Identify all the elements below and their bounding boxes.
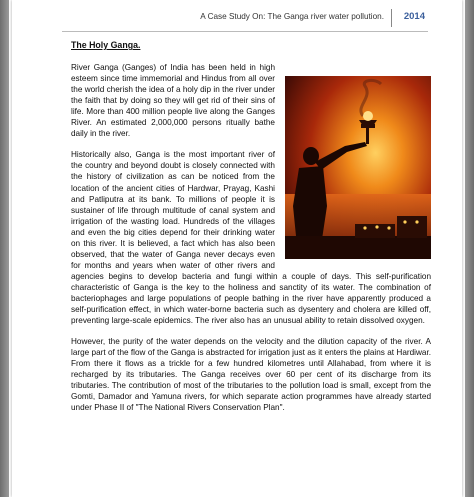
- page-content: [71, 40, 431, 423]
- header-divider: [391, 9, 392, 27]
- paragraph-holy-ganga: River Ganga (Ganges) of India has been held in high esteem since time immemorial and Hindus from all over the world cherish the idea of a holy dip in the river under the faith that by doing so they will get rid of their sins of life. More than 400 million people live along the Ganges River. An estimated 2,000,000 persons ritually bathe daily in the river.: [71, 63, 275, 139]
- header-rule: [62, 31, 428, 32]
- page-header: [12, 7, 462, 29]
- document-page: [12, 0, 462, 497]
- left-frame-edge: [0, 0, 9, 497]
- photo-graphic: [285, 76, 431, 259]
- section-title: The Holy Ganga.: [71, 40, 141, 50]
- right-frame-edge: [465, 0, 474, 497]
- header-title: A Case Study On: The Ganga river water pollution.: [200, 12, 384, 21]
- header-year: 2014: [403, 11, 425, 22]
- paragraph-purity: However, the purity of the water depends on the velocity and the dilution capacity of the river. A large part of the flow of the Ganga is abstracted for irrigation just as it enters the plains at Hardiwar. From there it flows as a trickle for a few hundred kilometres until Allahabad, from where it is recharged by its tributaries. The Ganga receives over 60 per cent of its discharge from its tributaries. The contribution of most of the tributaries to the pollution load is small, except from the Gomti, Damador and Yamuna rivers, for which separate action programmes have already started under Phase II of "The National Rivers Conservation Plan".: [71, 337, 431, 413]
- ganga-aarti-photo: [285, 76, 431, 259]
- paragraph-history: Historically also, Ganga is the most important river of the country and beyond doubt is closely connected with the history of civilization as can be noticed from the location of the ancient cities of Hardwar, Prayag, Kashi and Patliputra at its bank. To millions of people it is sustainer of life through multitude of canal system and irrigation of the wasting load. Hundreds of the villages and even the big cities depend for their drinking water on this river. It is believed, a fact which has also been observed, that the water of Ganga never decays even for months and years when water of other rivers and agencies begins to develop bacteria and fungi within a couple of days. This self-purification characteristic of Ganga is the key to the holiness and sanctity of its water. The combination of bacteriophages and large populations of people bathing in the river have apparently produced a self-purification effect, in which water-borne bacteria such as dysentery and cholera are killed off, preventing large-scale epidemics. The river also has an unusual ability to retain dissolved oxygen.: [71, 150, 431, 326]
